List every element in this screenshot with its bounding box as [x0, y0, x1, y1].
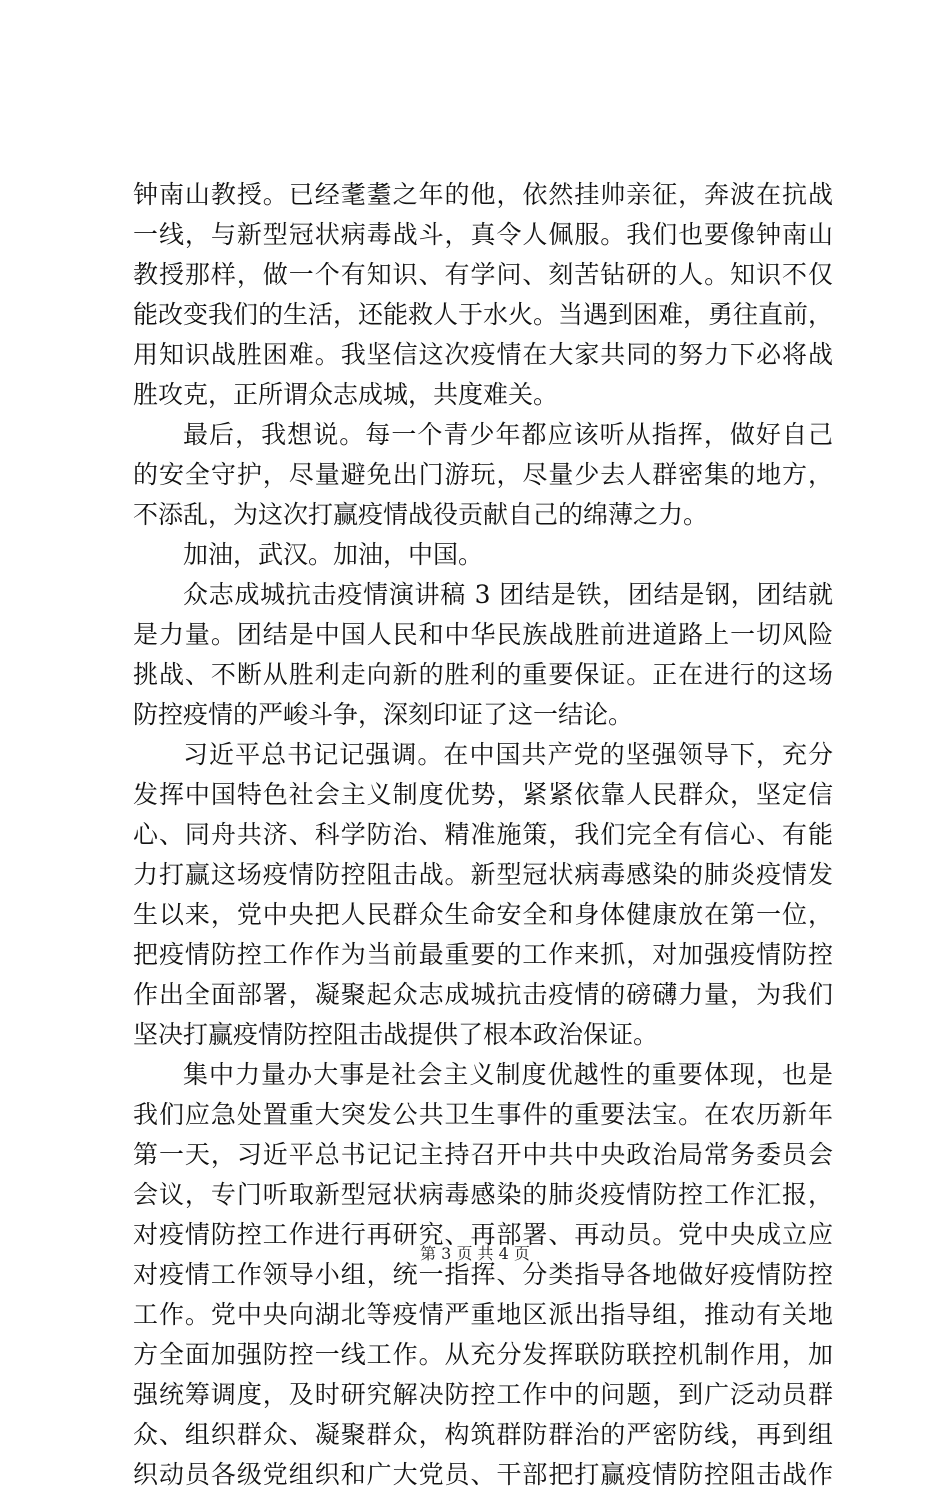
text-line: 能改变我们的生活，还能救人于水火。当遇到困难，勇往直前，	[133, 300, 834, 329]
text-line: 强统筹调度，及时研究解决防控工作中的问题，到广泛动员群	[133, 1380, 833, 1409]
text-line: 坚决打赢疫情防控阻击战提供了根本政治保证。	[133, 1020, 659, 1049]
text-line: 集中力量办大事是社会主义制度优越性的重要体现，也是	[183, 1060, 833, 1089]
text-line: 织动员各级党组织和广大党员、干部把打赢疫情防控阻击战作	[133, 1460, 833, 1489]
text-line: 挑战、不断从胜利走向新的胜利的重要保证。正在进行的这场	[133, 660, 833, 689]
text-line: 作出全面部署，凝聚起众志成城抗击疫情的磅礴力量，为我们	[133, 980, 833, 1009]
text-line: 对疫情工作领导小组，统一指挥、分类指导各地做好疫情防控	[133, 1260, 833, 1289]
text-line: 是力量。团结是中国人民和中华民族战胜前进道路上一切风险	[133, 620, 833, 649]
text-line: 最后，我想说。每一个青少年都应该听从指挥，做好自己	[183, 420, 833, 449]
page-footer: 第 3 页 共 4 页	[420, 1244, 530, 1263]
text-line: 我们应急处置重大突发公共卫生事件的重要法宝。在农历新年	[133, 1100, 833, 1129]
text-line: 的安全守护，尽量避免出门游玩，尽量少去人群密集的地方，	[133, 460, 833, 489]
text-line: 众、组织群众、凝聚群众，构筑群防群治的严密防线，再到组	[133, 1420, 833, 1449]
text-line: 力打赢这场疫情防控阻击战。新型冠状病毒感染的肺炎疫情发	[133, 860, 833, 889]
text-line: 防控疫情的严峻斗争，深刻印证了这一结论。	[133, 700, 634, 729]
text-line: 胜攻克，正所谓众志成城，共度难关。	[133, 380, 559, 409]
text-line: 众志成城抗击疫情演讲稿 3 团结是铁，团结是钢，团结就	[183, 580, 833, 609]
text-line: 会议，专门听取新型冠状病毒感染的肺炎疫情防控工作汇报，	[133, 1180, 833, 1209]
text-line: 钟南山教授。已经耄耋之年的他，依然挂帅亲征，奔波在抗战	[133, 180, 833, 209]
text-line: 发挥中国特色社会主义制度优势，紧紧依靠人民群众，坚定信	[133, 780, 833, 809]
text-line: 对疫情防控工作进行再研究、再部署、再动员。党中央成立应	[133, 1220, 833, 1249]
text-line: 心、同舟共济、科学防治、精准施策，我们完全有信心、有能	[133, 820, 833, 849]
text-line: 用知识战胜困难。我坚信这次疫情在大家共同的努力下必将战	[133, 340, 833, 369]
text-line: 把疫情防控工作作为当前最重要的工作来抓，对加强疫情防控	[133, 940, 833, 969]
document-body	[133, 175, 833, 1495]
text-line: 工作。党中央向湖北等疫情严重地区派出指导组，推动有关地	[133, 1300, 833, 1329]
text-line: 习近平总书记记强调。在中国共产党的坚强领导下，充分	[183, 740, 833, 769]
text-line: 一线，与新型冠状病毒战斗，真令人佩服。我们也要像钟南山	[133, 220, 833, 249]
text-line: 不添乱，为这次打赢疫情战役贡献自己的绵薄之力。	[133, 500, 709, 529]
text-line: 方全面加强防控一线工作。从充分发挥联防联控机制作用，加	[133, 1340, 833, 1369]
text-line: 生以来，党中央把人民群众生命安全和身体健康放在第一位，	[133, 900, 833, 929]
text-line: 加油，武汉。加油，中国。	[183, 540, 484, 569]
text-line: 教授那样，做一个有知识、有学问、刻苦钻研的人。知识不仅	[133, 260, 833, 289]
text-line: 第一天，习近平总书记记主持召开中共中央政治局常务委员会	[133, 1140, 833, 1169]
